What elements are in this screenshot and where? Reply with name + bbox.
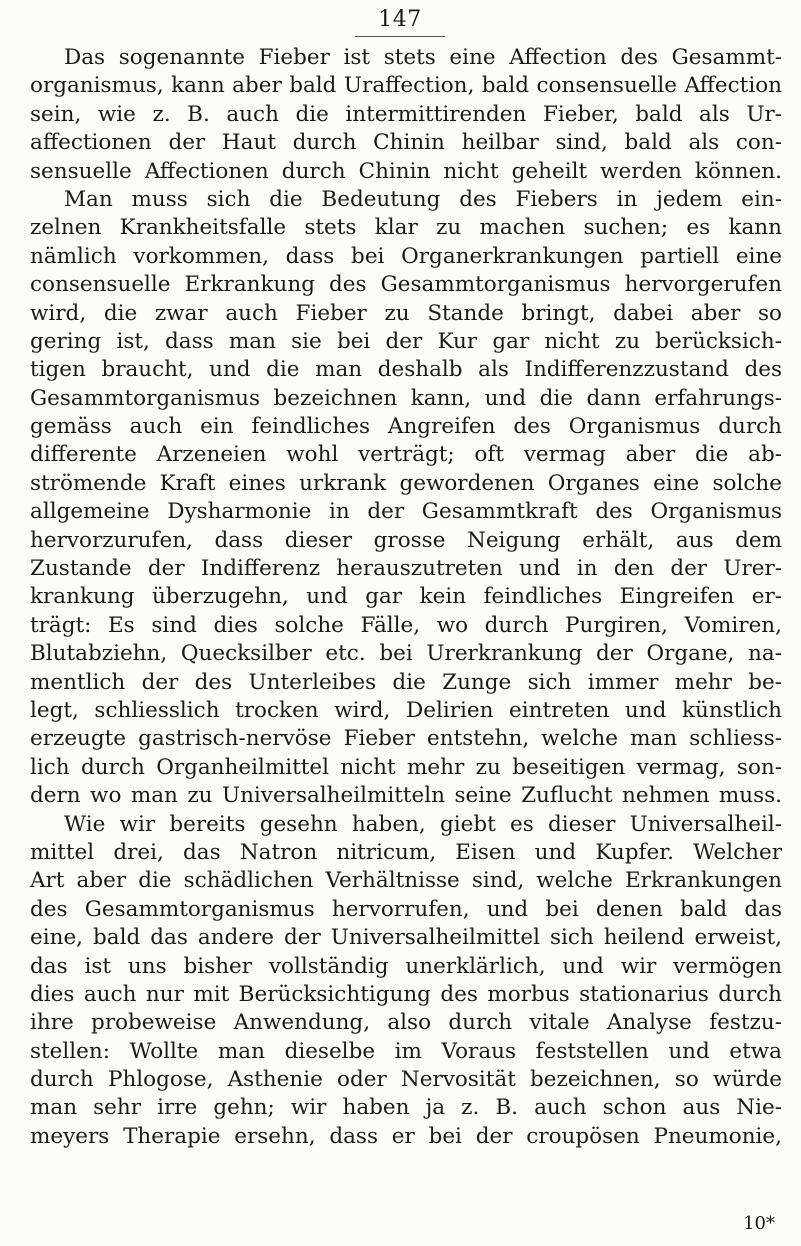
text-line: das ist uns bisher vollständig unerklärlich, und wir vermögen [30, 953, 782, 979]
text-line: dern wo man zu Universalheilmitteln seine Zuflucht nehmen muss. [30, 783, 782, 809]
page-number-rule [355, 36, 445, 37]
text-line: strömende Kraft eines urkrank gewordenen Organes eine solche [30, 470, 782, 496]
text-line: stellen: Wollte man dieselbe im Voraus feststellen und etwa [30, 1038, 782, 1064]
text-line: organismus, kann aber bald Uraffection, bald consensuelle Affection [30, 73, 782, 99]
text-line: Gesammtorganismus bezeichnen kann, und die dann erfahrungs- [30, 385, 782, 411]
paragraph-3 [30, 811, 782, 1152]
text-line: ihre probeweise Anwendung, also durch vitale Analyse festzu- [30, 1010, 782, 1036]
text-line: gering ist, dass man sie bei der Kur gar nicht zu berücksich- [30, 328, 782, 354]
text-line: erzeugte gastrisch-nervöse Fieber entstehn, welche man schliess- [30, 726, 782, 752]
text-line: sensuelle Affectionen durch Chinin nicht geheilt werden können. [30, 158, 782, 184]
text-line: dies auch nur mit Berücksichtigung des morbus stationarius durch [30, 981, 782, 1007]
text-line: Art aber die schädlichen Verhältnisse sind, welche Erkrankungen [30, 868, 782, 894]
text-line: eine, bald das andere der Universalheilmittel sich heilend erweist, [30, 925, 782, 951]
text-line: nämlich vorkommen, dass bei Organerkrankungen partiell eine [30, 243, 782, 269]
text-line: zelnen Krankheitsfalle stets klar zu machen suchen; es kann [30, 215, 782, 241]
text-line: tigen braucht, und die man deshalb als Indifferenzzustand des [30, 357, 782, 383]
body-text [30, 44, 782, 1151]
signature-mark: 10* [743, 1213, 775, 1234]
text-line: wird, die zwar auch Fieber zu Stande bringt, dabei aber so [30, 300, 782, 326]
text-line: mittel drei, das Natron nitricum, Eisen und Kupfer. Welcher [30, 839, 782, 865]
paragraph-2 [30, 186, 782, 811]
text-line: Man muss sich die Bedeutung des Fiebers in jedem ein- [64, 186, 782, 212]
text-line: consensuelle Erkrankung des Gesammtorganismus hervorgerufen [30, 272, 782, 298]
text-line: lich durch Organheilmittel nicht mehr zu beseitigen vermag, son- [30, 754, 782, 780]
text-line: legt, schliesslich trocken wird, Delirien eintreten und künstlich [30, 697, 782, 723]
text-line: krankung überzugehn, und gar kein feindliches Eingreifen er- [30, 584, 782, 610]
text-line: Das sogenannte Fieber ist stets eine Affection des Gesammt- [64, 45, 782, 70]
text-line: hervorzurufen, dass dieser grosse Neigung erhält, aus dem [30, 527, 782, 553]
text-line: gemäss auch ein feindliches Angreifen des Organismus durch [30, 414, 782, 440]
text-line: allgemeine Dysharmonie in der Gesammtkraft des Organismus [30, 499, 782, 525]
text-line: Zustande der Indifferenz herauszutreten und in den der Urer- [30, 556, 782, 582]
text-line: mentlich der des Unterleibes die Zunge sich immer mehr be- [30, 669, 782, 695]
text-line: durch Phlogose, Asthenie oder Nervosität bezeichnen, so würde [30, 1067, 782, 1093]
paragraph-1 [30, 44, 782, 186]
text-line: Wie wir bereits gesehn haben, giebt es dieser Universalheil- [64, 811, 782, 837]
text-line: trägt: Es sind dies solche Fälle, wo durch Purgiren, Vomiren, [30, 612, 782, 638]
text-line: man sehr irre gehn; wir haben ja z. B. auch schon aus Nie- [30, 1095, 782, 1121]
text-line: meyers Therapie ersehn, dass er bei der croupösen Pneumonie, [30, 1123, 782, 1149]
text-line: affectionen der Haut durch Chinin heilbar sind, bald als con- [30, 130, 782, 156]
text-line: sein, wie z. B. auch die intermittirenden Fieber, bald als Ur- [30, 101, 782, 127]
page-number: 147 [378, 7, 422, 32]
text-line: differente Arzeneien wohl verträgt; oft vermag aber die ab- [30, 442, 782, 468]
text-line: Blutabziehn, Quecksilber etc. bei Urerkrankung der Organe, na- [30, 641, 782, 667]
text-line: des Gesammtorganismus hervorrufen, und bei denen bald das [30, 896, 782, 922]
